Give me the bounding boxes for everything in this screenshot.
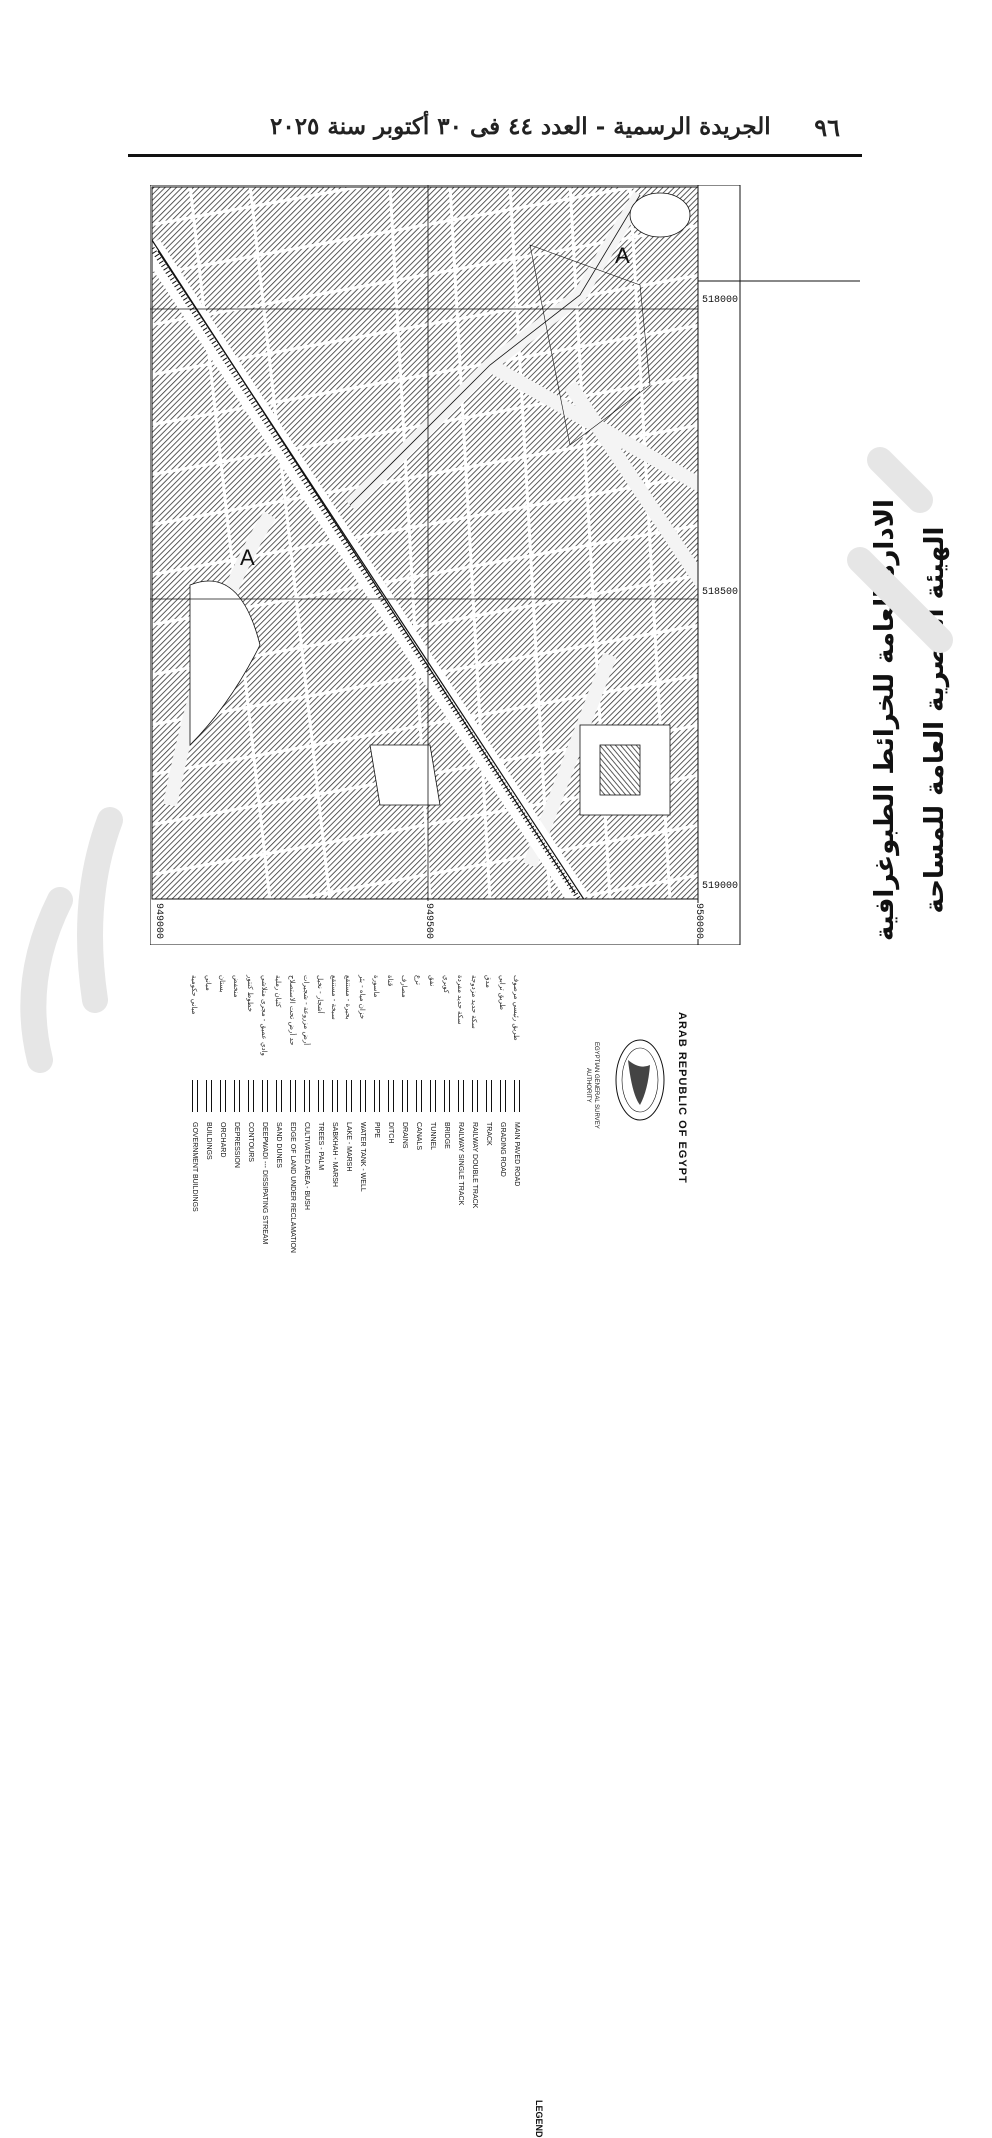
legend-symbol: [290, 1080, 296, 1112]
legend-item-label-ar: كثبان رملية: [274, 975, 282, 1008]
legend-item-label: SAND DUNES: [275, 1122, 282, 1168]
legend-item-label-ar: خزان مياه - بئر: [358, 975, 366, 1020]
legend-symbol: [192, 1080, 198, 1112]
roundabout: [630, 193, 690, 237]
legend-item-label: LAKE - MARSH: [345, 1122, 352, 1172]
legend-symbol: [318, 1080, 324, 1112]
legend-symbol: [346, 1080, 352, 1112]
authority-line-1: EGYPTIAN GENERAL SURVEY: [593, 1042, 599, 1129]
legend-symbol: [500, 1080, 506, 1112]
map-sheet: [150, 185, 950, 945]
legend-symbol: [444, 1080, 450, 1112]
legend-item-label-ar: وادي عميق - مجرى متلاشي: [260, 975, 268, 1056]
map-canvas: [150, 185, 860, 945]
legend-item-label: BUILDINGS: [205, 1122, 212, 1160]
legend-symbol: [276, 1080, 282, 1112]
legend-item-label: BRIDGE: [443, 1122, 450, 1149]
gazette-title: الجريدة الرسمية - العدد ٤٤ فى ٣٠ أكتوبر سنة ٢٠٢٥: [270, 113, 771, 140]
legend-symbol: [206, 1080, 212, 1112]
legend-item-label-ar: ترع: [414, 975, 422, 985]
legend-item-label: DRAINS: [401, 1122, 408, 1149]
legend-item-label: TREES - PALM: [317, 1122, 324, 1171]
legend-item-label-ar: حد أرض تحت الاستصلاح: [288, 975, 296, 1046]
legend-item-label-ar: سكة حديد مفردة: [456, 975, 464, 1025]
authority-name: [584, 1042, 600, 1129]
legend-symbol: [388, 1080, 394, 1112]
legend-heading: LEGEND: [534, 2100, 544, 2138]
legend-symbol: [360, 1080, 366, 1112]
legend-symbol: [374, 1080, 380, 1112]
grid-label-949500: 949500: [423, 903, 434, 940]
legend-item-label: CULTIVATED AREA - BUSH: [303, 1122, 310, 1210]
legend-symbol: [248, 1080, 254, 1112]
page-header: [0, 0, 992, 160]
legend-item-label: CONTOURS: [247, 1122, 254, 1162]
legend-symbol: [220, 1080, 226, 1112]
grid-label-950000: 950000: [693, 903, 704, 940]
legend-item-label: GOVERNMENT BUILDINGS: [191, 1122, 198, 1212]
legend-item-label: TRACK: [485, 1122, 492, 1146]
legend-symbol: [304, 1080, 310, 1112]
legend-item-label-ar: سكة حديد مزدوجة: [470, 975, 478, 1029]
legend-item-label: MAIN PAVED ROAD: [513, 1122, 520, 1187]
legend-item-label: WATER TANK - WELL: [359, 1122, 366, 1192]
legend-item-label: GRADING ROAD: [499, 1122, 506, 1177]
header-divider: [128, 154, 862, 157]
legend-item-label: TUNNEL: [429, 1122, 436, 1151]
legend-item-label-ar: خطوط كنتور: [246, 975, 254, 1012]
page-number: ٩٦: [814, 113, 840, 142]
legend-item-label: SABKHAH - MARSH: [331, 1122, 338, 1187]
authority-line-2: AUTHORITY: [585, 1068, 591, 1103]
legend-item-label-ar: أشجار - نخيل: [316, 975, 324, 1014]
legend-item-label-ar: منخفض: [232, 975, 240, 998]
legend-symbol: [234, 1080, 240, 1112]
legend-symbol: [332, 1080, 338, 1112]
legend-item-label-ar: نفق: [428, 975, 436, 987]
legend-symbol: [514, 1080, 520, 1112]
legend-item-label: ORCHARD: [219, 1122, 226, 1158]
legend-item-label: EDGE OF LAND UNDER RECLAMATION: [289, 1122, 296, 1253]
legend-item-label-ar: ماسورة: [372, 975, 380, 998]
legend-item-label: RAILWAY DOUBLE TRACK: [471, 1122, 478, 1209]
grid-label-518000: 518000: [702, 295, 739, 306]
legend-item-label-ar: بستان: [218, 975, 226, 993]
topographic-dept-title: الادارة العامة للخرائط الطبوغرافية: [870, 499, 900, 941]
legend-item-label-ar: طريق رئيسي مرصوف: [512, 975, 520, 1041]
legend-item-label-ar: مباني: [204, 975, 212, 991]
legend-symbol: [430, 1080, 436, 1112]
legend-item-label-ar: قناة: [386, 975, 394, 987]
legend-item-label-ar: مدق: [484, 975, 492, 988]
svg-text:A: A: [240, 545, 255, 570]
legend-item-label-ar: مباني حكومية: [190, 975, 198, 1015]
legend-item-label-ar: أرض مزروعة - شجيرات: [302, 975, 310, 1046]
legend-item-label-ar: مصارف: [400, 975, 408, 998]
grid-label-519000: 519000: [702, 881, 739, 892]
legend-item-label-ar: بحيرة - مستنقع: [344, 975, 352, 1020]
legend-item-label: RAILWAY SINGLE TRACK: [457, 1122, 464, 1206]
legend-item-label-ar: كوبري: [442, 975, 450, 994]
legend-item-label-ar: طريق ترابي: [498, 975, 506, 1010]
svg-text:A: A: [615, 243, 630, 268]
grid-label-949000: 949000: [153, 903, 164, 940]
survey-authority-title: الهيئة المصرية العامة للمساحة: [920, 526, 950, 914]
legend-item-label-ar: سبخة - مستنقع: [330, 975, 338, 1020]
legend-item-label: DITCH: [387, 1122, 394, 1144]
grid-label-518500: 518500: [702, 587, 739, 598]
egs-seal-icon: [610, 1020, 670, 1145]
legend-symbol: [416, 1080, 422, 1112]
legend-item-label: PIPE: [373, 1122, 380, 1138]
legend-symbol: [458, 1080, 464, 1112]
legend-item-label: CANALS: [415, 1122, 422, 1151]
legend-symbol: [402, 1080, 408, 1112]
legend-item-label: DEEPWADI --- DISSIPATING STREAM: [261, 1122, 268, 1245]
legend-symbol: [486, 1080, 492, 1112]
country-name: ARAB REPUBLIC OF EGYPT: [676, 1012, 688, 1184]
legend-symbol: [262, 1080, 268, 1112]
legend-item-label: DEPRESSION: [233, 1122, 240, 1168]
legend-symbol: [472, 1080, 478, 1112]
